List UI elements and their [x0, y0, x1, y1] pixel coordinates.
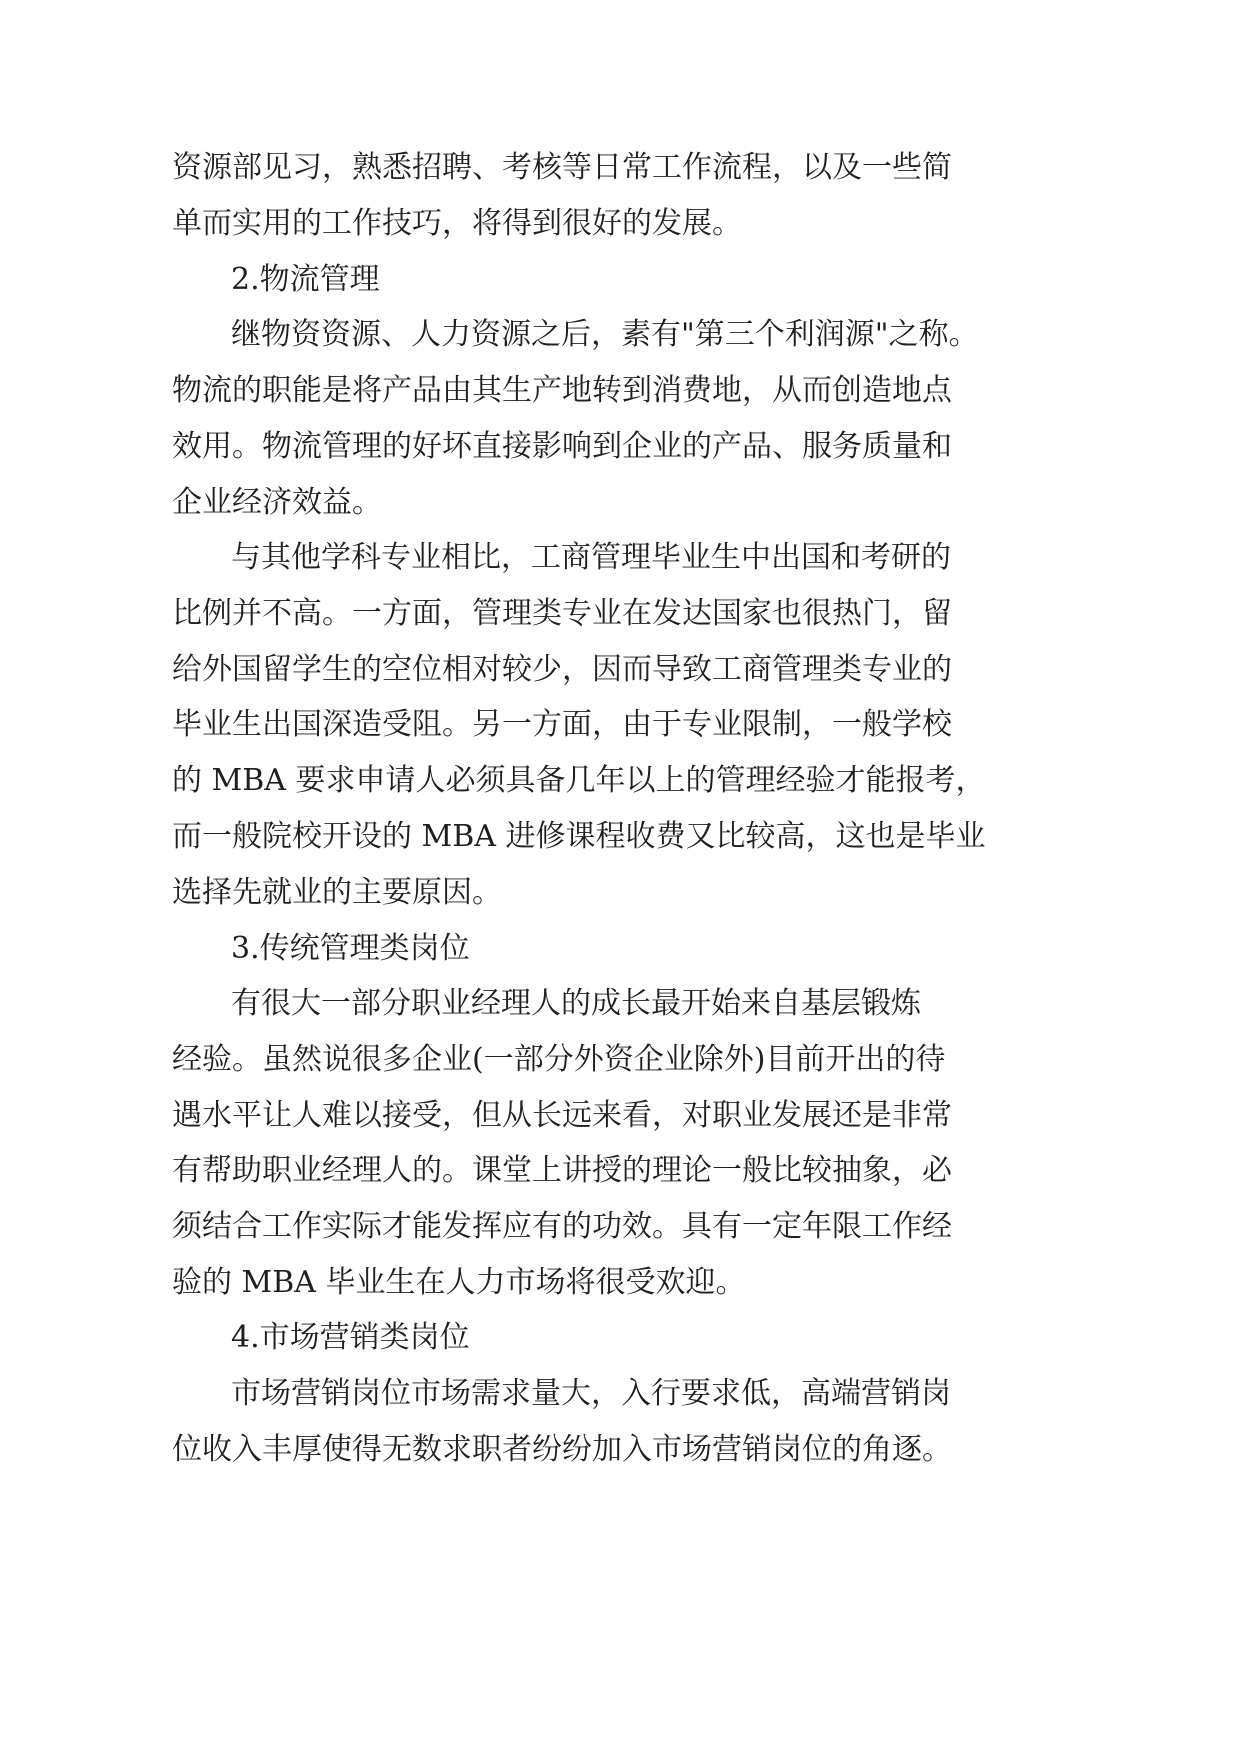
text-line [0, 304, 1241, 365]
text-line-content: 市场营销岗位市场需求量大，入行要求低，高端营销岗 [231, 1376, 951, 1411]
text-line-content: 与其他学科专业相比，工商管理毕业生中出国和考研的 [231, 540, 951, 575]
text-line [0, 416, 1241, 477]
text-line [0, 137, 1241, 198]
section-heading [0, 1307, 1241, 1368]
text-line [0, 1252, 1241, 1313]
text-line-content: 的 MBA 要求申请人必须具备几年以上的管理经验才能报考， [172, 763, 986, 798]
text-line [0, 360, 1241, 421]
text-line-content: 有帮助职业经理人的。课堂上讲授的理论一般比较抽象，必 [172, 1153, 952, 1188]
text-line-content: 给外国留学生的空位相对较少，因而导致工商管理类专业的 [172, 652, 952, 687]
text-line-content: 遇水平让人难以接受，但从长远来看，对职业发展还是非常 [172, 1098, 952, 1133]
text-line-content: 有很大一部分职业经理人的成长最开始来自基层锻炼 [231, 986, 921, 1021]
text-line [0, 472, 1241, 533]
text-line-content: 验的 MBA 毕业生在人力市场将很受欢迎。 [172, 1265, 746, 1300]
text-line [0, 750, 1241, 811]
text-line-content: 比例并不高。一方面，管理类专业在发达国家也很热门，留 [172, 596, 952, 631]
text-line-content: 企业经济效益。 [172, 485, 382, 520]
text-line [0, 193, 1241, 254]
text-line [0, 1085, 1241, 1146]
section-heading [0, 918, 1241, 979]
text-line-content: 物流的职能是将产品由其生产地转到消费地，从而创造地点 [172, 373, 952, 408]
text-line-content: 效用。物流管理的好坏直接影响到企业的产品、服务质量和 [172, 429, 952, 464]
text-line [0, 862, 1241, 923]
text-line [0, 1196, 1241, 1257]
text-line [0, 1140, 1241, 1201]
text-line-content: 选择先就业的主要原因。 [172, 875, 502, 910]
section-heading-text: 3.传统管理类岗位 [231, 931, 470, 966]
text-line-content: 经验。虽然说很多企业(一部分外资企业除外)目前开出的待 [172, 1042, 946, 1077]
section-heading [0, 249, 1241, 310]
text-line [0, 806, 1241, 867]
text-line [0, 527, 1241, 588]
text-line-content: 资源部见习，熟悉招聘、考核等日常工作流程，以及一些简 [172, 150, 952, 185]
text-line [0, 1363, 1241, 1424]
text-line [0, 1029, 1241, 1090]
text-line-content: 单而实用的工作技巧，将得到很好的发展。 [172, 206, 742, 241]
text-line-content: 毕业生出国深造受阻。另一方面，由于专业限制，一般学校 [172, 707, 952, 742]
text-line [0, 973, 1241, 1034]
text-line-content: 而一般院校开设的 MBA 进修课程收费又比较高，这也是毕业 [172, 819, 986, 854]
text-line [0, 639, 1241, 700]
text-line [0, 1419, 1241, 1480]
section-heading-text: 4.市场营销类岗位 [231, 1320, 470, 1355]
section-heading-text: 2.物流管理 [231, 262, 380, 297]
text-line-content: 须结合工作实际才能发挥应有的功效。具有一定年限工作经 [172, 1209, 952, 1244]
text-line [0, 694, 1241, 755]
text-line-content: 继物资资源、人力资源之后，素有"第三个利润源"之称。 [231, 317, 979, 352]
text-line-content: 位收入丰厚使得无数求职者纷纷加入市场营销岗位的角逐。 [172, 1432, 952, 1467]
text-line [0, 583, 1241, 644]
